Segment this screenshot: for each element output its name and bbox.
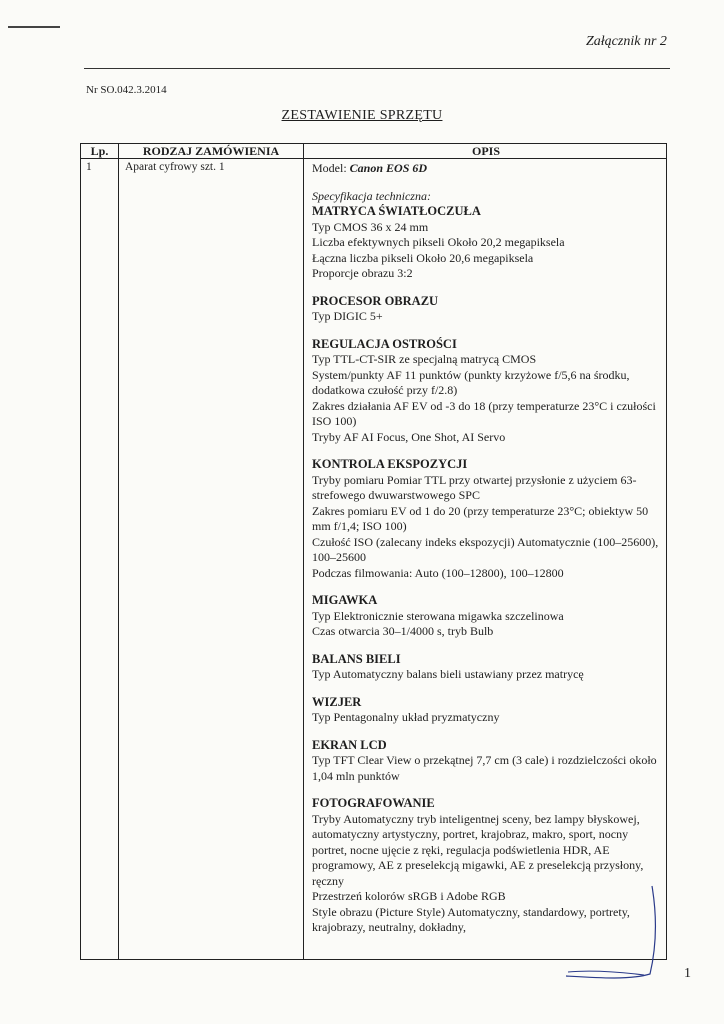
- row-number: 1: [86, 161, 92, 173]
- spec-line: Typ TTL-CT-SIR ze specjalną matrycą CMOS: [312, 352, 537, 366]
- spec-line: Przestrzeń kolorów sRGB i Adobe RGB: [312, 889, 506, 903]
- spec-line: Proporcje obrazu 3:2: [312, 266, 413, 280]
- spec-line: Zakres pomiaru EV od 1 do 20 (przy temperaturze 23°C; obiektyw 50 mm f/1,4; ISO 100): [312, 503, 649, 533]
- model-label: Model:: [312, 161, 350, 175]
- model-value: Canon EOS 6D: [349, 161, 428, 175]
- column-header-order-type: RODZAJ ZAMÓWIENIA: [142, 144, 280, 158]
- header-rule: [84, 68, 670, 69]
- spec-line: Tryby Automatyczny tryb inteligentnej sceny, bez lampy błyskowej, automatyczny artystyczny, portret, krajobraz, makro, sport, nocny portret, nocne ujęcie z ręki, regulacja podświetlenia HDR, AE programowy, AE z preselekcją migawki, AE z preselekcją przysłony, ręczny: [312, 811, 644, 888]
- spec-section-title: REGULACJA OSTROŚCI: [312, 336, 457, 351]
- spec-section-title: KONTROLA EKSPOZYCJI: [312, 457, 468, 471]
- page-number: 1: [684, 966, 691, 981]
- spec-section: [312, 457, 660, 581]
- spec-section-title: EKRAN LCD: [312, 737, 387, 752]
- reference-number: Nr SO.042.3.2014: [86, 84, 167, 96]
- spec-section: [312, 204, 660, 282]
- spec-line: Style obrazu (Picture Style) Automatyczny, standardowy, portrety, krajobrazy, neutralny, dokładny,: [312, 904, 630, 934]
- spec-section-title: PROCESOR OBRAZU: [312, 293, 439, 308]
- spec-section: [312, 337, 660, 446]
- header-divider: [81, 158, 666, 159]
- spec-line: Typ Pentagonalny układ pryzmatyczny: [312, 710, 500, 724]
- spec-line: Typ Automatyczny balans bieli ustawiany przez matrycę: [312, 667, 584, 681]
- order-type-cell: Aparat cyfrowy szt. 1: [125, 161, 225, 173]
- spec-section: [312, 738, 660, 785]
- column-divider: [303, 144, 304, 959]
- spec-section-title: MATRYCA ŚWIATŁOCZUŁA: [312, 204, 481, 218]
- spec-line: System/punkty AF 11 punktów (punkty krzyżowe f/5,6 na środku, dodatkowa czułość przy f/2.8): [312, 367, 630, 397]
- spec-line: Typ TFT Clear View o przekątnej 7,7 cm (3 cale) i rozdzielczości około 1,04 mln punktów: [312, 753, 657, 783]
- attachment-label: Załącznik nr 2: [586, 34, 667, 49]
- signature-mark: [560, 880, 670, 990]
- spec-section-title: BALANS BIELI: [312, 651, 401, 666]
- spec-line: Typ DIGIC 5+: [312, 309, 383, 323]
- description-cell: [312, 161, 660, 948]
- spec-section: [312, 652, 660, 683]
- spec-line: Typ CMOS 36 x 24 mm: [312, 219, 429, 234]
- spec-section: [312, 294, 660, 325]
- model-line: [312, 161, 660, 177]
- spec-section: [312, 593, 660, 640]
- spec-line: Łączna liczba pikseli Około 20,6 megapiksela: [312, 250, 534, 265]
- column-header-description: OPIS: [471, 144, 500, 158]
- spec-line: Podczas filmowania: Auto (100–12800), 100–12800: [312, 565, 564, 580]
- spec-line: Tryby pomiaru Pomiar TTL przy otwartej przysłonie z użyciem 63-strefowego dwuwarstwowego SPC: [312, 472, 637, 502]
- column-divider: [118, 144, 119, 959]
- spec-line: Liczba efektywnych pikseli Około 20,2 megapiksela: [312, 235, 565, 249]
- column-header-lp: Lp.: [90, 144, 109, 158]
- equipment-table: [80, 143, 667, 960]
- spec-section-title: WIZJER: [312, 694, 362, 709]
- spec-line: Typ Elektronicznie sterowana migawka szczelinowa: [312, 608, 564, 623]
- spec-label: Specyfikacja techniczna:: [312, 188, 431, 203]
- spec-sections: [312, 204, 660, 936]
- decorative-dash: [8, 26, 60, 28]
- spec-line: Czas otwarcia 30–1/4000 s, tryb Bulb: [312, 624, 494, 638]
- spec-section-title: FOTOGRAFOWANIE: [312, 796, 435, 810]
- spec-line: Tryby AF AI Focus, One Shot, AI Servo: [312, 429, 506, 444]
- document-title: ZESTAWIENIE SPRZĘTU: [281, 108, 443, 123]
- spec-section: [312, 695, 660, 726]
- spec-line: Zakres działania AF EV od -3 do 18 (przy temperaturze 23°C i czułości ISO 100): [312, 398, 656, 428]
- spec-line: Czułość ISO (zalecany indeks ekspozycji) Automatycznie (100–25600), 100–25600: [312, 534, 659, 564]
- spec-section-title: MIGAWKA: [312, 593, 378, 607]
